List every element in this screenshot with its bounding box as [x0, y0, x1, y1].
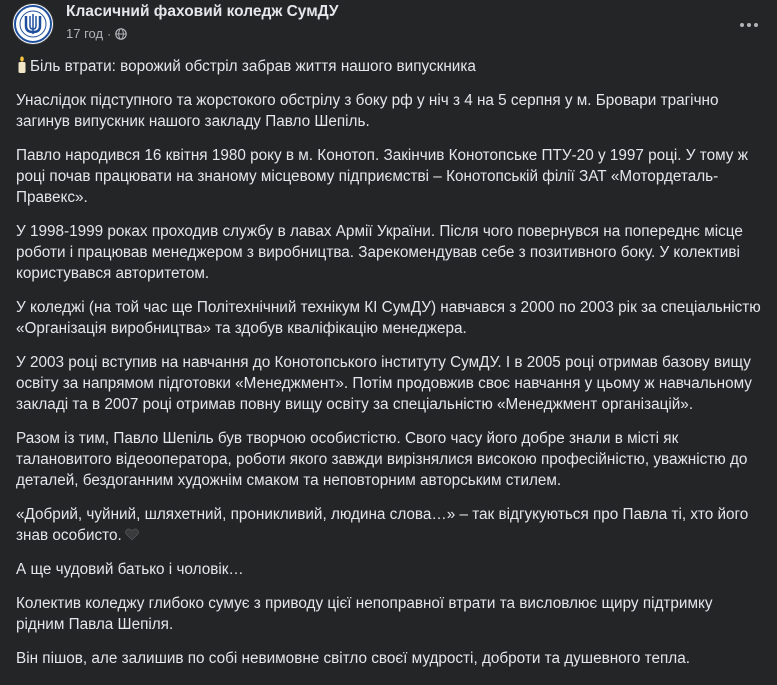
- post-timestamp[interactable]: 17 год: [66, 26, 104, 41]
- post-quote-paragraph: [16, 504, 764, 546]
- post-meta: [66, 26, 127, 41]
- meta-separator: ·: [107, 26, 112, 41]
- post-body: [16, 56, 764, 682]
- post-title-paragraph: [16, 56, 764, 77]
- post-header: [12, 3, 765, 47]
- post-paragraph: Павло народився 16 квітня 1980 року в м. Конотоп. Закінчив Конотопське ПТУ-20 у 1997 році. У тому ж році почав працювати на знаному місцевому підприємстві – Конотопській філії ЗАТ «Мотордеталь-Правекс».: [16, 147, 748, 206]
- page-name-link[interactable]: Класичний фаховий коледж СумДУ: [66, 3, 339, 20]
- candle-icon: [16, 56, 28, 74]
- globe-icon[interactable]: [115, 28, 127, 40]
- post-paragraph: Разом із тим, Павло Шепіль був творчою особистістю. Свого часу його добре знали в місті як талановитого відеооператора, роботи якого завжди вирізнялися високою професійністю, уважністю до деталей, бездоганним художнім смаком та неповторним авторським стилем.: [16, 430, 748, 489]
- post-paragraph: Колектив коледжу глибоко сумує з приводу цієї непоправної втрати та висловлює щиру підтримку рідним Павла Шепіля.: [16, 595, 713, 633]
- post-paragraph: У 1998-1999 роках проходив службу в лавах Армії України. Після чого повернувся на попереднє місце роботи і працював менеджером з виробництва. Зарекомендував себе з позитивного боку. У колективі користувався авторитетом.: [16, 223, 743, 282]
- black-heart-icon: [125, 528, 139, 541]
- post-quote-text: «Добрий, чуйний, шляхетний, проникливий, людина слова…» – так відгукуються про Павла ті, хто його знав особисто.: [16, 506, 749, 544]
- post-paragraph: Він пішов, але залишив по собі невимовне світло своєї мудрості, доброти та душевного тепла.: [16, 650, 690, 667]
- more-options-dot: [754, 23, 758, 27]
- college-logo-icon: [13, 4, 53, 44]
- post-paragraph: А ще чудовий батько і чоловік…: [16, 561, 244, 578]
- more-options-dot: [747, 23, 751, 27]
- post-paragraph: Унаслідок підступного та жорстокого обстрілу з боку рф у ніч з 4 на 5 серпня у м. Бровари трагічно загинув випускник нашого закладу Павло Шепіль.: [16, 92, 719, 130]
- post-title: Біль втрати: ворожий обстріл забрав життя нашого випускника: [30, 58, 476, 75]
- more-options-icon: [740, 23, 744, 27]
- more-options-button[interactable]: [733, 9, 765, 41]
- post-paragraph: У коледжі (на той час ще Політехнічний технікум КІ СумДУ) навчався з 2000 по 2003 рік за спеціальністю «Організація виробництва» та здобув кваліфікацію менеджера.: [16, 299, 761, 337]
- post-paragraph: У 2003 році вступив на навчання до Конотопського інституту СумДУ. І в 2005 році отримав базову вищу освіту за напрямом підготовки «Менеджмент». Потім продовжив своє навчання у цьому ж навчальному закладі та в 2007 році отримав повну вищу освіту за спеціальністю «Менеджмент організацій».: [16, 354, 752, 413]
- page-avatar[interactable]: [12, 3, 54, 45]
